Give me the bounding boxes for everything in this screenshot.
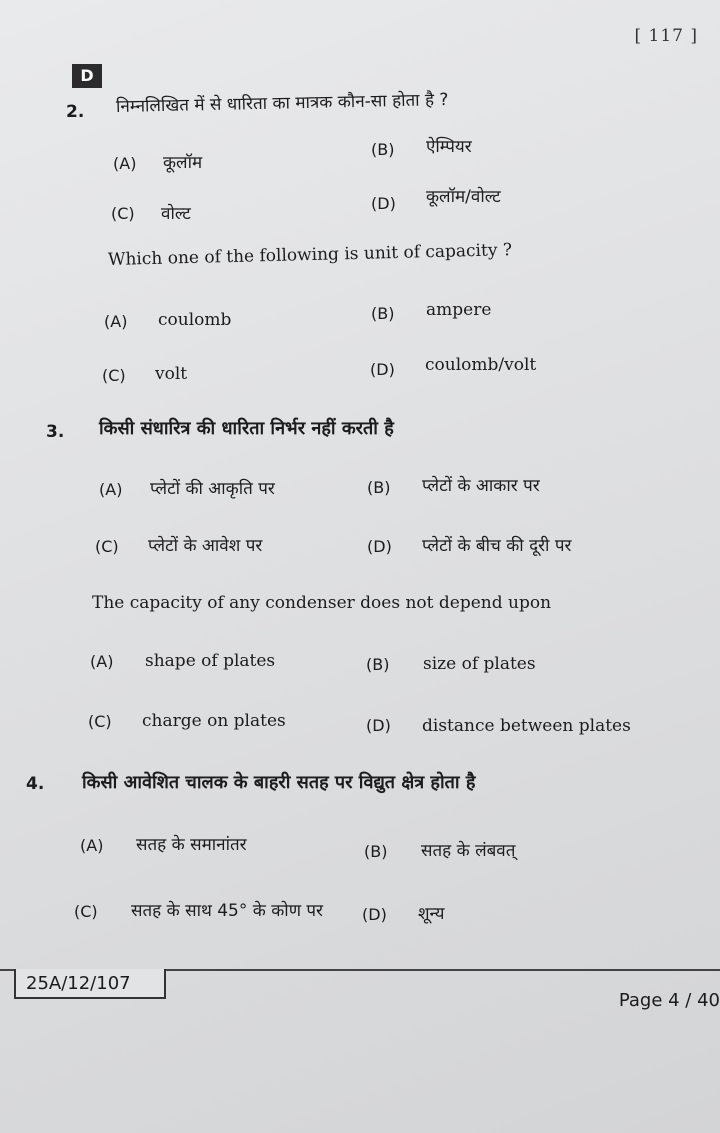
option-label: (B) [371,304,395,323]
option-label: (B) [371,140,395,159]
option-text-english: size of plates [423,654,536,674]
option-text-hindi: सतह के समानांतर [136,835,247,855]
option-text-hindi: वोल्ट [161,204,191,224]
question-number: 3. [46,422,65,442]
option-text-hindi: कूलॉम/वोल्ट [426,187,501,207]
option-label: (C) [102,366,126,385]
option-label: (D) [362,905,387,924]
option-text-english: charge on plates [142,711,286,731]
option-text-hindi: शून्य [418,904,445,924]
question-text-english: The capacity of any condenser does not depend upon [92,593,552,613]
question-text-english: Which one of the following is unit of capacity ? [107,240,513,270]
option-text-hindi: कूलॉम [163,153,203,173]
option-label: (A) [80,836,104,855]
option-label: (A) [90,652,114,671]
question-text-hindi: किसी आवेशित चालक के बाहरी सतह पर विद्युत क्षेत्र होता है [82,772,476,793]
option-label: (B) [364,842,388,861]
set-badge: D [72,64,102,88]
question-text-hindi: किसी संधारित्र की धारिता निर्भर नहीं करती है [99,418,394,439]
option-label: (D) [367,537,392,556]
option-text-hindi: सतह के लंबवत् [421,841,516,861]
option-text-english: shape of plates [145,651,276,671]
question-number: 4. [26,774,45,794]
option-text-hindi: ऐम्पियर [426,137,472,157]
option-text-english: coulomb/volt [425,355,537,375]
option-label: (C) [88,712,112,731]
option-label: (D) [371,194,396,213]
option-text-english: ampere [426,300,492,320]
option-label: (B) [366,655,390,674]
question-text-hindi: निम्नलिखित में से धारिता का मात्रक कौन-सा होता है ? [115,90,449,117]
option-text-hindi: प्लेटों के आकार पर [422,476,540,496]
option-label: (C) [74,902,98,921]
option-label: (A) [104,312,128,331]
option-text-english: coulomb [158,310,232,330]
option-label: (A) [99,480,123,499]
option-label: (D) [366,716,391,735]
option-text-hindi: सतह के साथ 45° के कोण पर [131,901,323,921]
option-label: (D) [370,360,395,379]
option-label: (B) [367,478,391,497]
option-text-hindi: प्लेटों की आकृति पर [150,479,275,499]
option-text-english: volt [155,364,188,384]
paper-code: 25A/12/107 [14,969,166,999]
option-label: (A) [113,154,137,173]
option-text-hindi: प्लेटों के आवेश पर [148,536,263,556]
option-text-english: distance between plates [422,716,631,736]
page-reference: [ 117 ] [634,26,698,46]
option-label: (C) [95,537,119,556]
question-number: 2. [66,102,85,122]
footer-page-number: Page 4 / 40 [618,990,720,1011]
option-label: (C) [111,204,135,223]
option-text-hindi: प्लेटों के बीच की दूरी पर [422,536,572,556]
